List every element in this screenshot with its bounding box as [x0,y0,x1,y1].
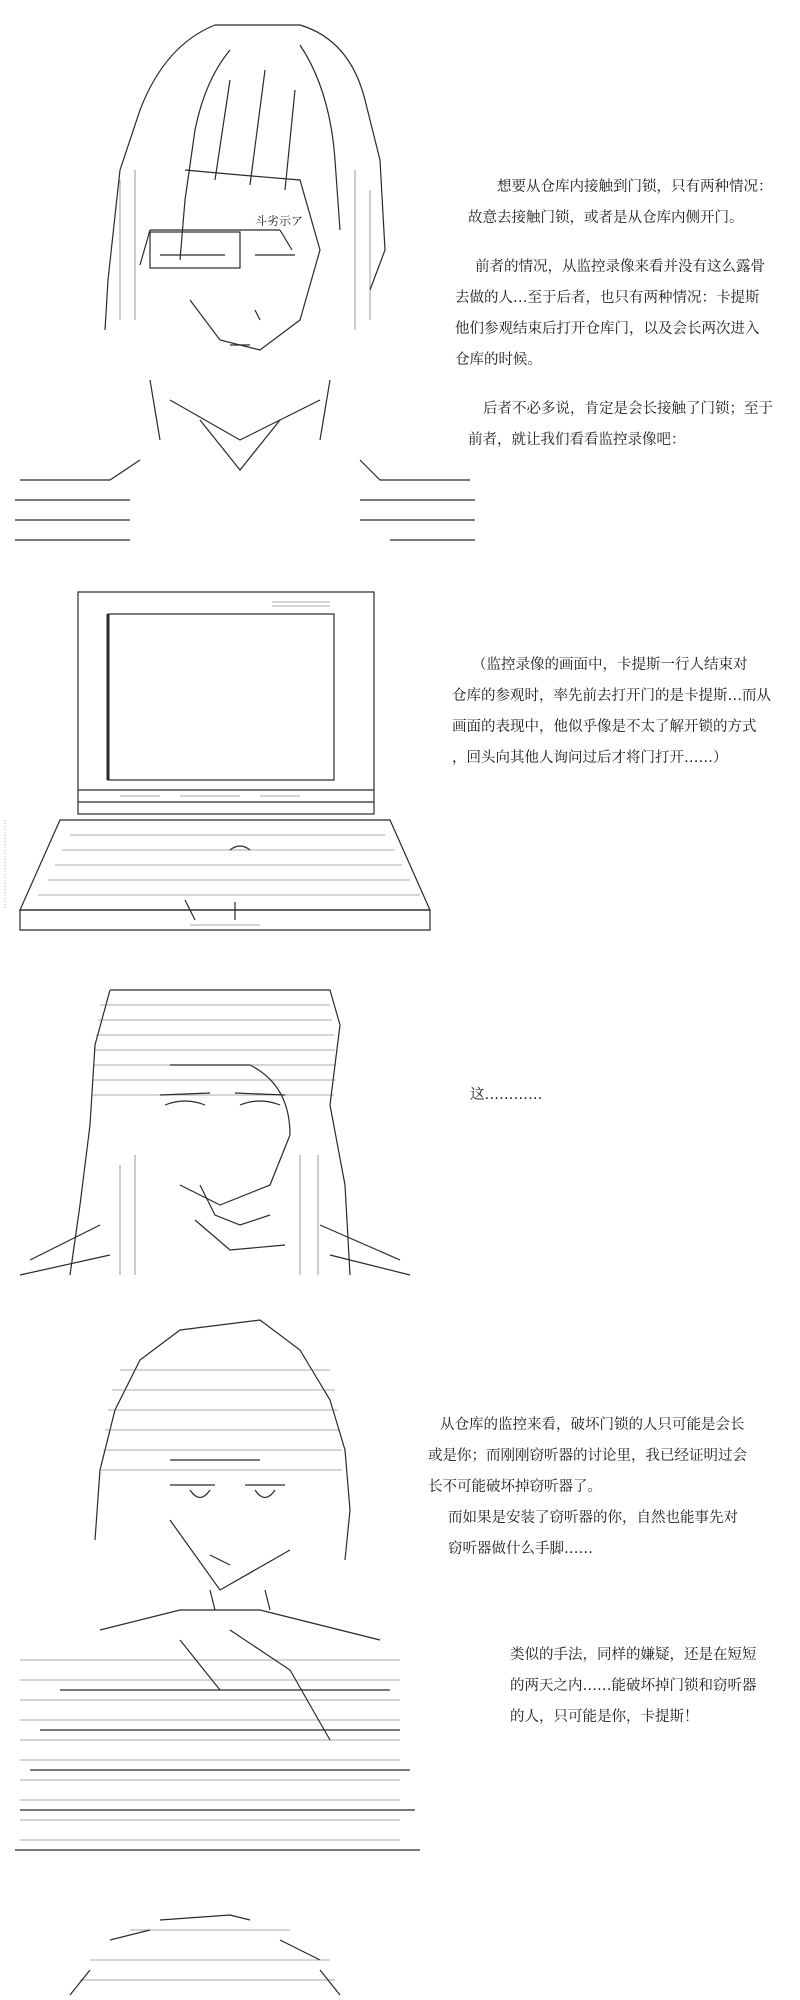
character-art-partial [0,1900,380,2000]
text-line: 仓库的参观时，率先前去打开门的是卡提斯…而从 [452,688,771,704]
text-line: （监控录像的画面中，卡提斯一行人结束对 [472,657,748,673]
text-line: 窃听器做什么手脚…… [448,1541,593,1557]
character-art-short-hair-ascii [0,1310,430,1870]
panel2-narration [452,650,771,774]
text-line: 仓库的时候。 [455,352,542,368]
character-art-girl-bob-hair [0,0,490,560]
panel-4 [0,1310,800,1890]
text-line: 前者的情况，从监控录像来看并没有这么露骨 [475,259,765,275]
panel-1 [0,0,800,560]
text-line: 后者不必多说，肯定是会长接触了门锁；至于 [483,401,773,417]
text-line: 类似的手法，同样的嫌疑，还是在短短 [510,1647,757,1663]
panel-3 [0,985,800,1285]
art-caption: 斗劣示ア [255,214,304,228]
panel-2 [0,580,800,980]
panel3-narration [470,1080,543,1111]
laptop-art [0,580,460,960]
text-line: 故意去接触门锁，或者是从仓库内侧开门。 [468,210,744,226]
text-line: 去做的人…至于后者，也只有两种情况：卡提斯 [455,290,760,306]
text-line: 画面的表现中，他似乎像是不太了解开锁的方式 [452,719,757,735]
text-line: 想要从仓库内接触到门锁，只有两种情况： [497,179,773,195]
text-line: 前者，就让我们看看监控录像吧： [468,432,686,448]
panel4-narration-b [510,1640,757,1733]
text-line: 这………… [470,1087,543,1103]
text-line: 长不可能破坏掉窃听器了。 [428,1479,602,1495]
panel1-narration [455,172,773,456]
text-line: 或是你；而刚刚窃听器的讨论里，我已经证明过会 [428,1448,747,1464]
character-art-long-hair [0,985,470,1285]
text-line: ，回头向其他人询问过后才将门打开……） [452,750,728,766]
text-line: 的人，只可能是你，卡提斯！ [510,1709,699,1725]
panel4-narration-a [428,1410,747,1565]
text-line: 从仓库的监控来看，破坏门锁的人只可能是会长 [440,1417,745,1433]
panel-5 [0,1900,800,2000]
text-line: 的两天之内……能破坏掉门锁和窃听器 [510,1678,757,1694]
text-line: 而如果是安装了窃听器的你，自然也能事先对 [448,1510,738,1526]
text-line: 他们参观结束后打开仓库门，以及会长两次进入 [455,321,760,337]
